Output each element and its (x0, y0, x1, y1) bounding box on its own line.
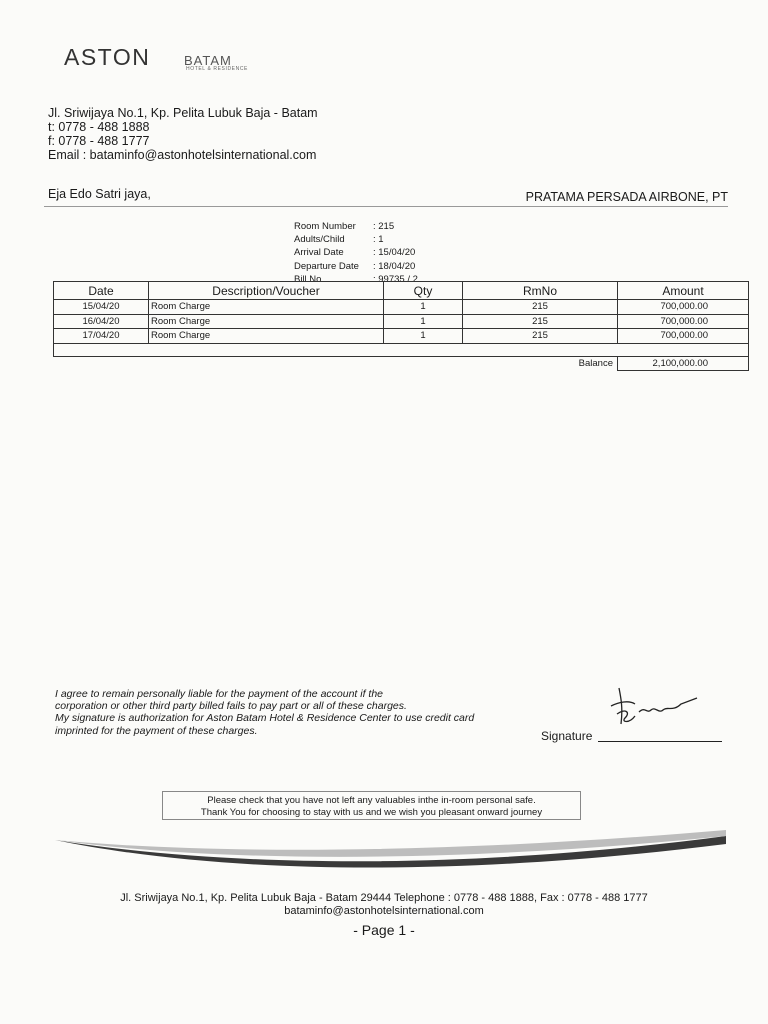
table-header-row (54, 282, 749, 300)
table-row (54, 300, 749, 315)
cell-amount: 700,000.00 (618, 314, 749, 329)
balance-value: 2,100,000.00 (618, 356, 749, 371)
divider (44, 206, 728, 207)
page-footer (0, 892, 768, 918)
stay-info-row (294, 221, 418, 232)
cell-date: 17/04/20 (54, 329, 149, 344)
checkout-notice (162, 791, 581, 820)
cell-description: Room Charge (149, 314, 384, 329)
hotel-address: Jl. Sriwijaya No.1, Kp. Pelita Lubuk Baja - Batam (48, 106, 318, 120)
footer-email: bataminfo@astonhotelsinternational.com (284, 905, 484, 917)
hotel-fax: f: 0778 - 488 1777 (48, 134, 150, 148)
cell-qty: 1 (384, 314, 463, 329)
table-row (54, 314, 749, 329)
column-header: RmNo (463, 282, 618, 300)
cell-amount: 700,000.00 (618, 300, 749, 315)
stay-info-label: Arrival Date (294, 247, 344, 259)
handwritten-signature (605, 684, 700, 730)
signature-label: Signature (541, 729, 593, 743)
stay-info-value: : 15/04/20 (373, 247, 416, 259)
cell-description: Room Charge (149, 300, 384, 315)
cell-amount: 700,000.00 (618, 329, 749, 344)
stay-info-value: : 99735 / 2 (373, 273, 418, 285)
column-header: Qty (384, 282, 463, 300)
agreement-text (55, 688, 474, 737)
cell-rmno: 215 (463, 300, 618, 315)
table-row (54, 329, 749, 344)
stay-info-label: Bill No (294, 273, 322, 285)
page-number: - Page 1 - (353, 922, 415, 938)
balance-label: Balance (578, 358, 613, 369)
agreement-line: imprinted for the payment of these charges. (55, 724, 258, 737)
bill-table (53, 281, 749, 371)
stay-info-value: : 215 (373, 221, 395, 232)
cell-rmno: 215 (463, 329, 618, 344)
balance-row (54, 356, 749, 371)
stay-info (292, 219, 420, 287)
company-name: PRATAMA PERSADA AIRBONE, PT (525, 190, 728, 204)
footer-address: Jl. Sriwijaya No.1, Kp. Pelita Lubuk Baja - Batam 29444 Telephone : 0778 - 488 1888, Fax : 0778 - 488 1777 (120, 892, 648, 904)
hotel-phone: t: 0778 - 488 1888 (48, 120, 150, 134)
decorative-swoosh (50, 826, 730, 882)
stay-info-label: Departure Date (294, 260, 359, 272)
stay-info-row (294, 261, 418, 272)
cell-rmno: 215 (463, 314, 618, 329)
agreement-line: My signature is authorization for Aston Batam Hotel & Residence Center to use credit card (55, 712, 475, 725)
stay-info-label: Adults/Child (294, 234, 345, 246)
notice-line: Thank You for choosing to stay with us and we wish you pleasant onward journey (200, 806, 543, 818)
cell-date: 15/04/20 (54, 300, 149, 315)
hotel-logo-tagline: HOTEL & RESIDENCE (186, 66, 248, 72)
stay-info-value: : 1 (373, 234, 384, 246)
agreement-line: I agree to remain personally liable for the payment of the account if the (55, 688, 384, 700)
hotel-email: Email : bataminfo@astonhotelsinternational.com (48, 148, 317, 162)
notice-line: Please check that you have not left any valuables inthe in-room personal safe. (207, 795, 536, 806)
hotel-logo-city: BATAM (184, 53, 232, 68)
hotel-logo-brand: ASTON (64, 44, 151, 70)
cell-description: Room Charge (149, 329, 384, 344)
hotel-contact-block (48, 106, 318, 162)
cell-date: 16/04/20 (54, 314, 149, 329)
signature-line (598, 741, 722, 742)
column-header: Amount (618, 282, 749, 300)
agreement-line: corporation or other third party billed fails to pay part or all of these charges. (55, 700, 407, 713)
stay-info-row (294, 234, 418, 245)
stay-info-value: : 18/04/20 (373, 260, 416, 272)
guest-name: Eja Edo Satri jaya, (48, 187, 151, 201)
empty-row (54, 343, 749, 356)
stay-info-row (294, 247, 418, 258)
column-header: Date (54, 282, 149, 300)
column-header: Description/Voucher (149, 282, 384, 300)
cell-qty: 1 (384, 300, 463, 315)
cell-qty: 1 (384, 329, 463, 344)
stay-info-label: Room Number (294, 221, 356, 232)
